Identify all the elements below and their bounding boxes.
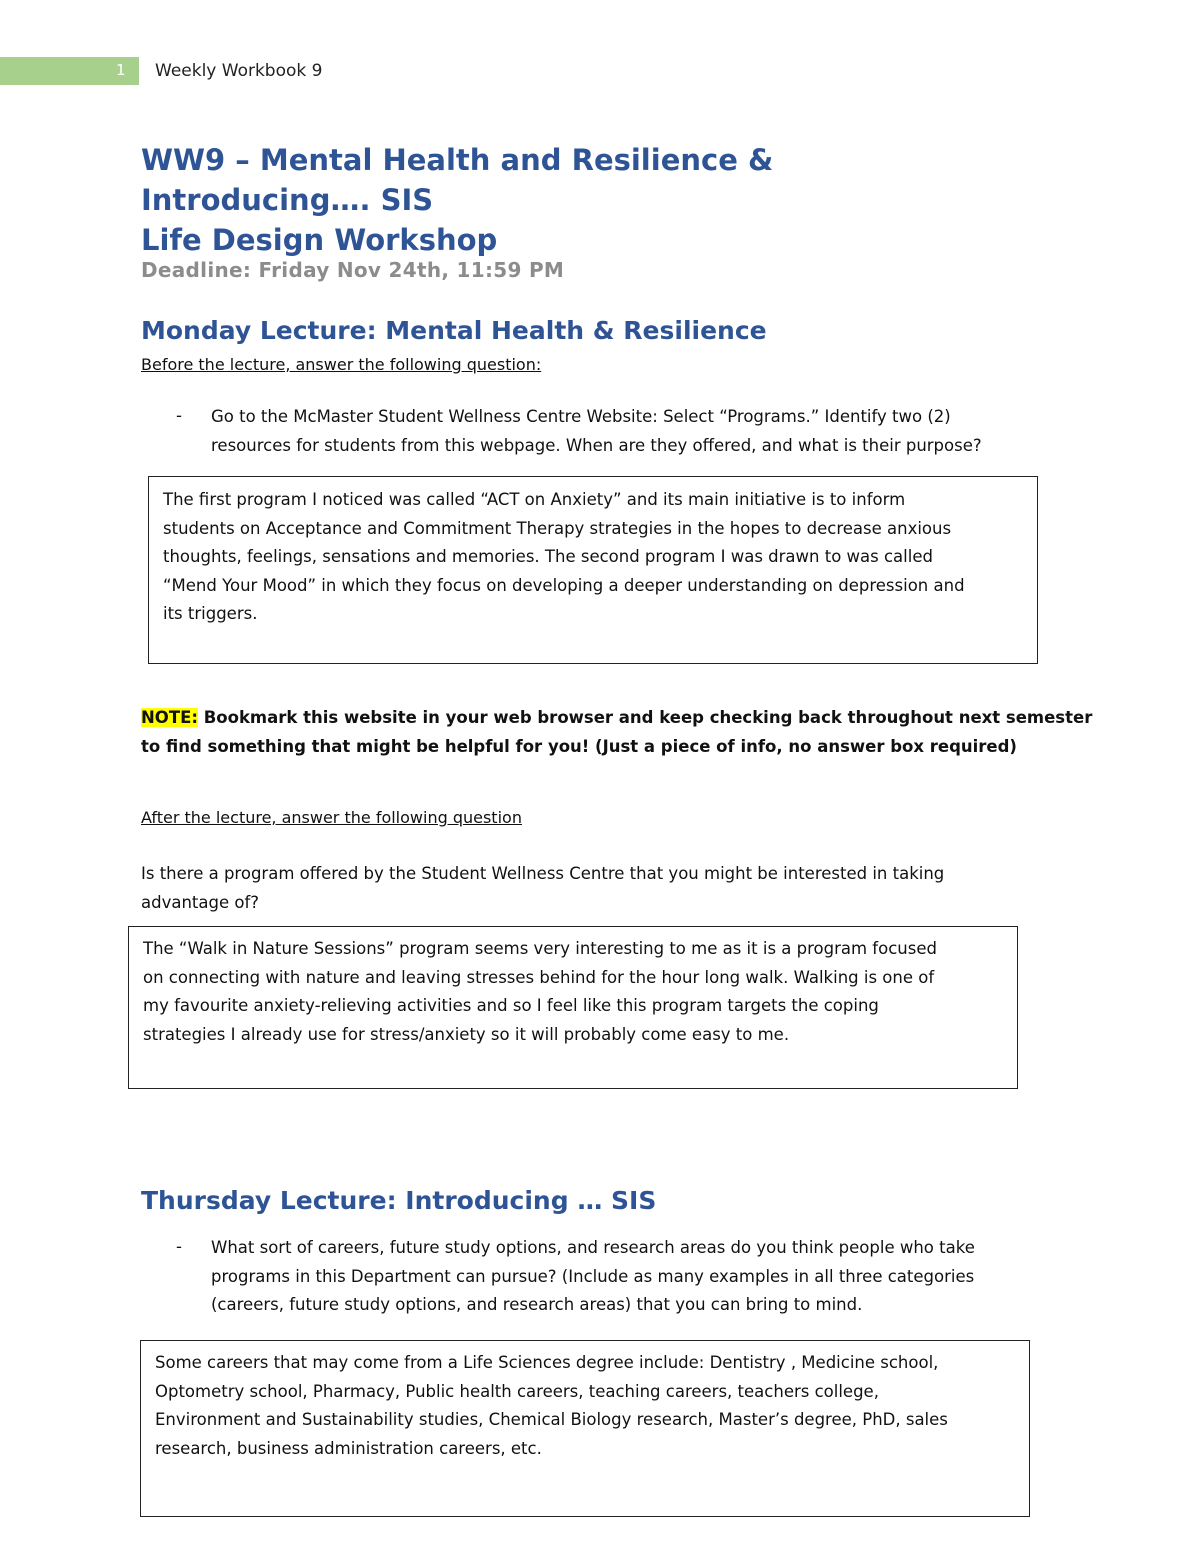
answer-3-line: research, business administration careers, etc.	[155, 1438, 542, 1458]
monday-heading: Monday Lecture: Mental Health & Resilience	[141, 316, 767, 345]
question-2	[141, 860, 944, 917]
title-line-2: Introducing…. SIS	[141, 183, 434, 217]
question-1-line-2: resources for students from this webpage. When are they offered, and what is their purpose?	[211, 435, 982, 455]
question-3-line: programs in this Department can pursue? (Include as many examples in all three categories	[211, 1266, 975, 1286]
answer-2-line: my favourite anxiety-relieving activities and so I feel like this program targets the coping	[143, 996, 879, 1015]
note-label: NOTE:	[141, 708, 198, 727]
note-line-2: to find something that might be helpful for you! (Just a piece of info, no answer box required)	[141, 737, 1017, 756]
page-number: 1	[116, 61, 126, 79]
question-1-line-1: Go to the McMaster Student Wellness Centre Website: Select “Programs.” Identify two (2)	[211, 407, 951, 426]
answer-3-line: Some careers that may come from a Life Sciences degree include: Dentistry , Medicine school,	[155, 1353, 939, 1372]
before-lecture-label: Before the lecture, answer the following question:	[141, 355, 542, 374]
deadline: Deadline: Friday Nov 24th, 11:59 PM	[141, 258, 565, 282]
note	[141, 703, 1092, 761]
answer-1-line: thoughts, feelings, sensations and memories. The second program I was drawn to was called	[163, 547, 933, 566]
header-title: Weekly Workbook 9	[155, 61, 323, 81]
after-lecture-label: After the lecture, answer the following question	[141, 808, 522, 827]
note-text-1: Bookmark this website in your web browser and keep checking back throughout next semester	[197, 708, 1093, 727]
answer-box-1[interactable]	[148, 476, 1038, 664]
answer-2-line: on connecting with nature and leaving stresses behind for the hour long walk. Walking is one of	[143, 967, 935, 987]
question-2-line-1: Is there a program offered by the Student Wellness Centre that you might be interested in taking	[141, 864, 945, 883]
question-1	[211, 403, 982, 460]
answer-box-3[interactable]	[140, 1340, 1030, 1517]
answer-1-line: “Mend Your Mood” in which they focus on developing a deeper understanding on depression and	[163, 575, 965, 595]
question-3	[211, 1234, 975, 1320]
note-line-1	[141, 703, 1092, 732]
answer-1-line: students on Acceptance and Commitment Therapy strategies in the hopes to decrease anxious	[163, 518, 952, 538]
document-title	[141, 140, 773, 260]
answer-2-line: strategies I already use for stress/anxiety so it will probably come easy to me.	[143, 1024, 790, 1044]
thursday-heading: Thursday Lecture: Introducing … SIS	[141, 1186, 657, 1215]
answer-1-line: its triggers.	[163, 604, 258, 623]
answer-box-2[interactable]	[128, 926, 1018, 1089]
bullet-dash: -	[176, 1237, 182, 1256]
answer-2-line: The “Walk in Nature Sessions” program seems very interesting to me as it is a program focused	[143, 939, 937, 958]
answer-3-line: Environment and Sustainability studies, Chemical Biology research, Master’s degree, PhD, sales	[155, 1410, 948, 1429]
title-line-3: Life Design Workshop	[141, 223, 498, 257]
title-line-1: WW9 – Mental Health and Resilience &	[141, 143, 774, 177]
question-2-line-2: advantage of?	[141, 892, 260, 912]
answer-3-line: Optometry school, Pharmacy, Public health careers, teaching careers, teachers college,	[155, 1381, 879, 1401]
question-3-line: What sort of careers, future study options, and research areas do you think people who take	[211, 1238, 975, 1257]
question-3-line: (careers, future study options, and research areas) that you can bring to mind.	[211, 1295, 863, 1314]
answer-1-line: The first program I noticed was called “ACT on Anxiety” and its main initiative is to inform	[163, 490, 906, 509]
bullet-dash: -	[176, 406, 182, 425]
